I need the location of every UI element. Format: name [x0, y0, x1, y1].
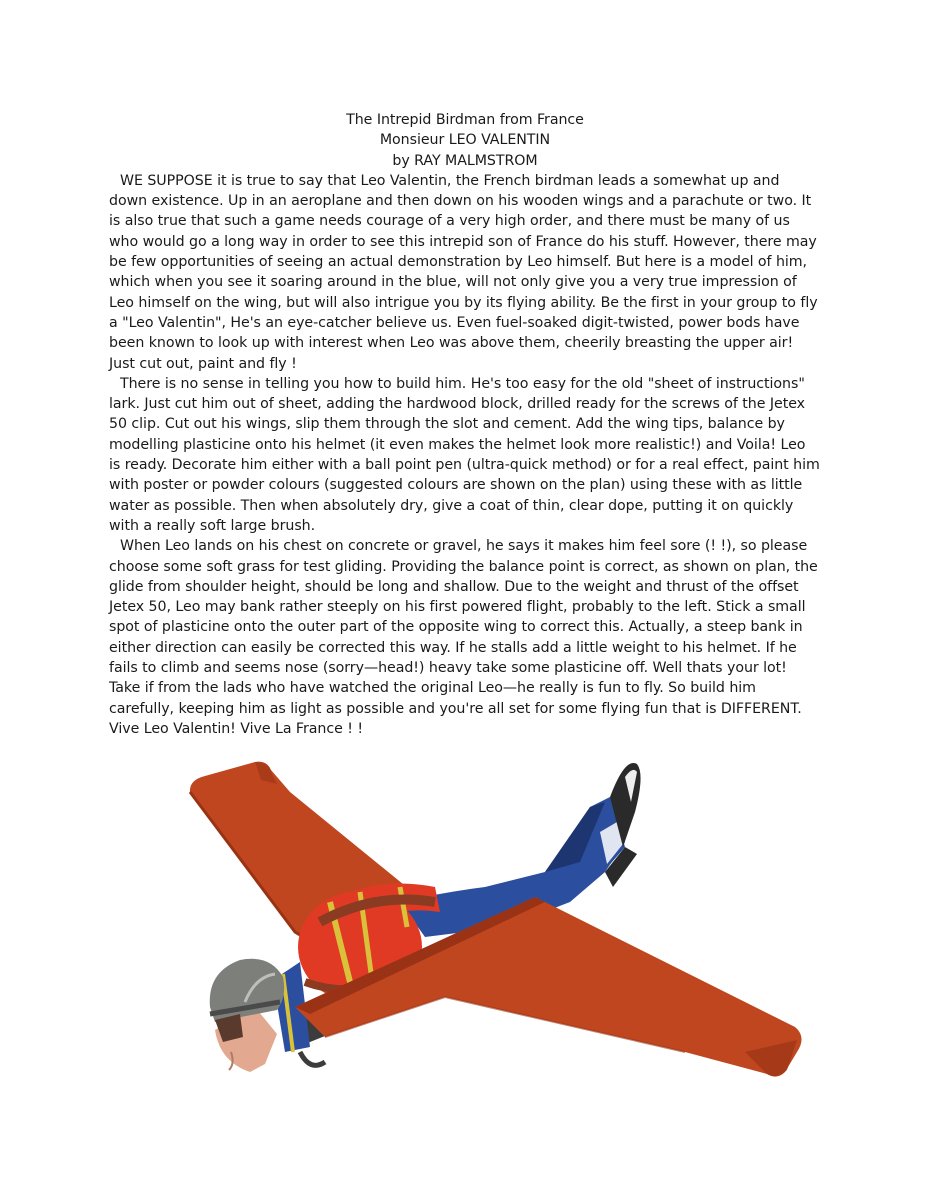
article-title: The Intrepid Birdman from France	[346, 112, 584, 128]
paragraph-building: There is no sense in telling you how to build him. He's too easy for the old "sheet of instructions" lark. Just cut him out of sheet, adding the hardwood block, drilled ready for the screws of the Jetex 50 clip. Cut out his wings, slip them through the slot and cement. Add the wing tips, balance by modelling plasticine onto his helmet (it even makes the helmet look more realistic!) and Voila! Leo is ready. Decorate him either with a ball point pen (ultra-quick method) or for a real effect, paint him with poster or powder colours (suggested colours are shown on the plan) using these with as little water as possible. Then when absolutely dry, give a coat of thin, clear dope, putting it on quickly with a really soft large brush.	[109, 375, 820, 534]
paragraph-flying: When Leo lands on his chest on concrete or gravel, he says it makes him feel sore (! !), so please choose some soft grass for test gliding. Providing the balance point is correct, as shown on plan, the glide from shoulder height, should be long and shallow. Due to the weight and thrust of the offset Jetex 50, Leo may bank rather steeply on his first powered flight, probably to the left. Stick a small spot of plasticine onto the outer part of the opposite wing to correct this. Actually, a steep bank in either direction can easily be corrected this way. If he stalls add a little weight to his helmet. If he fails to climb and seems nose (sorry—head!) heavy take some plasticine off. Well thats your lot! Take if from the lads who have watched the original Leo—he really is fun to fly. So build him carefully, keeping him as light as possible and you're all set for some flying fun that is DIFFERENT. Vive Leo Valentin! Vive La France ! !	[109, 538, 818, 737]
paragraph-intro: WE SUPPOSE it is true to say that Leo Valentin, the French birdman leads a somewhat up and down existence. Up in an aeroplane and then down on his wooden wings and a parachute or two. It is also true that such a game needs courage of a very high order, and there must be many of us who would go a long way in order to see this intrepid son of France do his stuff. However, there may be few opportunities of seeing an actual demonstration by Leo himself. But here is a model of him, which when you see it soaring around in the blue, will not only give you a very true impression of Leo himself on the wing, but will also intrigue you by its flying ability. Be the first in your group to fly a "Leo Valentin", He's an eye-catcher believe us. Even fuel-soaked digit-twisted, power bods have been known to look up with interest when Leo was above them, cheerily breasting the upper air!	[109, 172, 818, 352]
article-byline: by RAY MALMSTROM	[392, 152, 538, 169]
birdman-model-illustration	[185, 752, 810, 1084]
paragraph-heading: Just cut out, paint and fly !	[109, 355, 297, 372]
article-text	[109, 110, 821, 739]
pilot-head	[210, 959, 284, 1072]
article-subtitle: Monsieur LEO VALENTIN	[379, 132, 551, 149]
